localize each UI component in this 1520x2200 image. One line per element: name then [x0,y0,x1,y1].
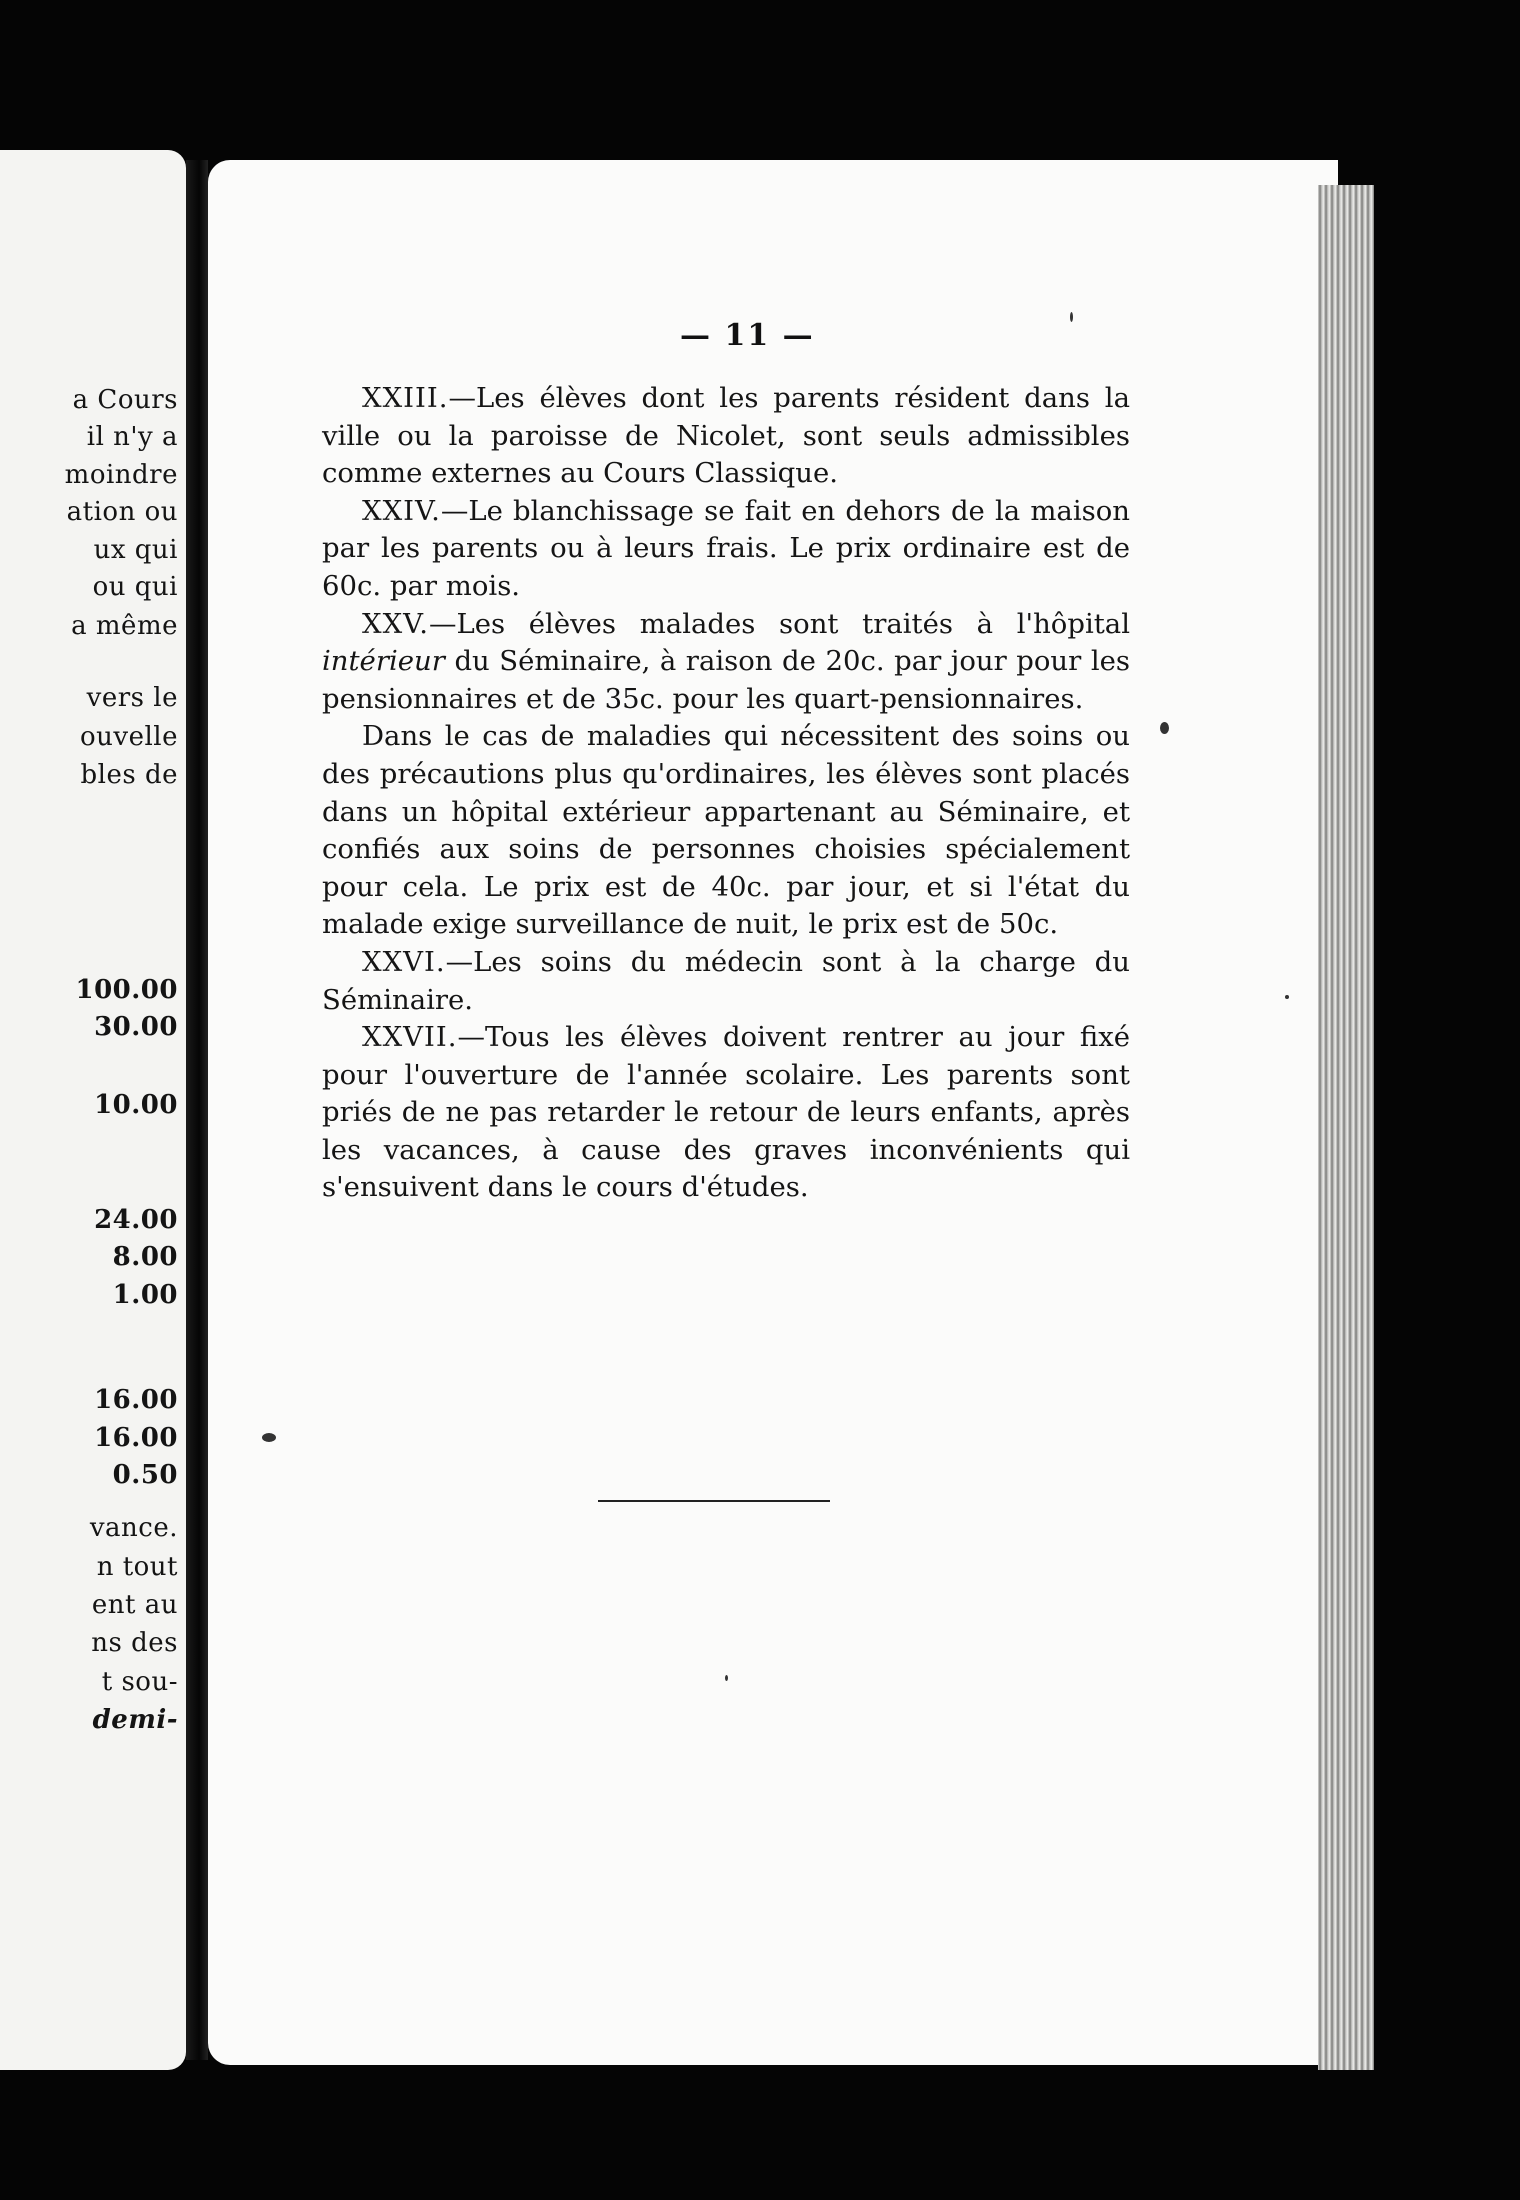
book-gutter [186,160,208,2060]
left-page-line: moindre [64,460,178,490]
left-page-line: ns des [91,1628,178,1658]
left-page-amount: 16.00 [94,1385,178,1415]
article-xxvii [322,1019,1130,1207]
left-page-amount: 8.00 [112,1242,178,1272]
article-italic-word: intérieur [322,645,445,678]
scan-speck [725,1675,728,1681]
left-page-amount: 0.50 [112,1460,178,1490]
left-page-amount: 100.00 [75,975,178,1005]
left-page-line: t sou- [101,1667,178,1697]
article-body: —Les élèves dont les parents résident dans la ville ou la paroisse de Nicolet, sont seuls admissibles comme externes au Cours Classique. [322,382,1130,490]
article-body: —Les soins du médecin sont à la charge du Séminaire. [322,945,1130,1016]
left-page-line: ation ou [66,497,178,527]
left-page-line: il n'y a [86,422,178,452]
article-xxiii [322,380,1130,493]
left-page-amount: 10.00 [94,1090,178,1120]
article-number: XXIV. [362,494,441,527]
article-number: XXV. [362,607,429,640]
left-page-line: n tout [96,1552,178,1582]
article-number: XXVI. [362,945,446,978]
article-xxv [322,606,1130,719]
left-page-line: bles de [80,760,178,790]
left-facing-page [0,150,186,2070]
page-edge-stack [1318,185,1374,2075]
left-page-line: ux qui [93,535,178,565]
scan-bottom-border [0,2070,1520,2200]
article-body: —Les élèves malades sont traités à l'hôpital [428,607,1130,640]
left-page-amount: 16.00 [94,1423,178,1453]
end-rule-divider [598,1500,830,1502]
article-number: XXVII. [362,1021,458,1054]
article-number: XXIII. [362,382,449,414]
article-xxv-continued [322,718,1130,944]
left-page-line: vance. [89,1513,178,1543]
left-page-line: a Cours [72,385,178,415]
scan-speck [1070,312,1073,322]
left-page-line: ouvelle [80,722,178,752]
page-number: — 11 — [680,318,815,353]
article-body: —Tous les élèves doivent rentrer au jour fixé pour l'ouverture de l'année scolaire. Les parents sont priés de ne pas retarder le retour de leurs enfants, après les vacances, à cause des graves inconvénients qui s'ensuivent dans le cours d'études. [322,1021,1130,1204]
article-body: —Le blanchissage se fait en dehors de la maison par les parents ou à leurs frais. Le prix ordinaire est de 60c. par mois. [322,494,1130,602]
scan-speck [1285,995,1289,999]
left-page-line: demi- [92,1705,178,1735]
left-page-line: vers le [86,683,178,713]
scan-speck [1160,722,1169,734]
left-page-line: ent au [91,1590,178,1620]
article-text-block [322,380,1130,1207]
scan-speck [262,1433,276,1442]
article-body: du Séminaire, à raison de 20c. par jour pour les pensionnaires et de 35c. pour les quart-pensionnaires. [322,645,1130,715]
article-xxvi [322,944,1130,1019]
left-page-line: ou qui [92,572,178,602]
article-body: Dans le cas de maladies qui nécessitent des soins ou des précautions plus qu'ordinaires, les élèves sont placés dans un hôpital extérieur appartenant au Séminaire, et confiés aux soins de personnes choisies spécialement pour cela. Le prix est de 40c. par jour, et si l'état du malade exige surveillance de nuit, le prix est de 50c. [322,720,1130,941]
article-xxiv [322,493,1130,606]
left-page-amount: 1.00 [112,1280,178,1310]
left-page-line: a même [71,611,178,641]
left-page-amount: 24.00 [94,1205,178,1235]
left-page-amount: 30.00 [94,1012,178,1042]
